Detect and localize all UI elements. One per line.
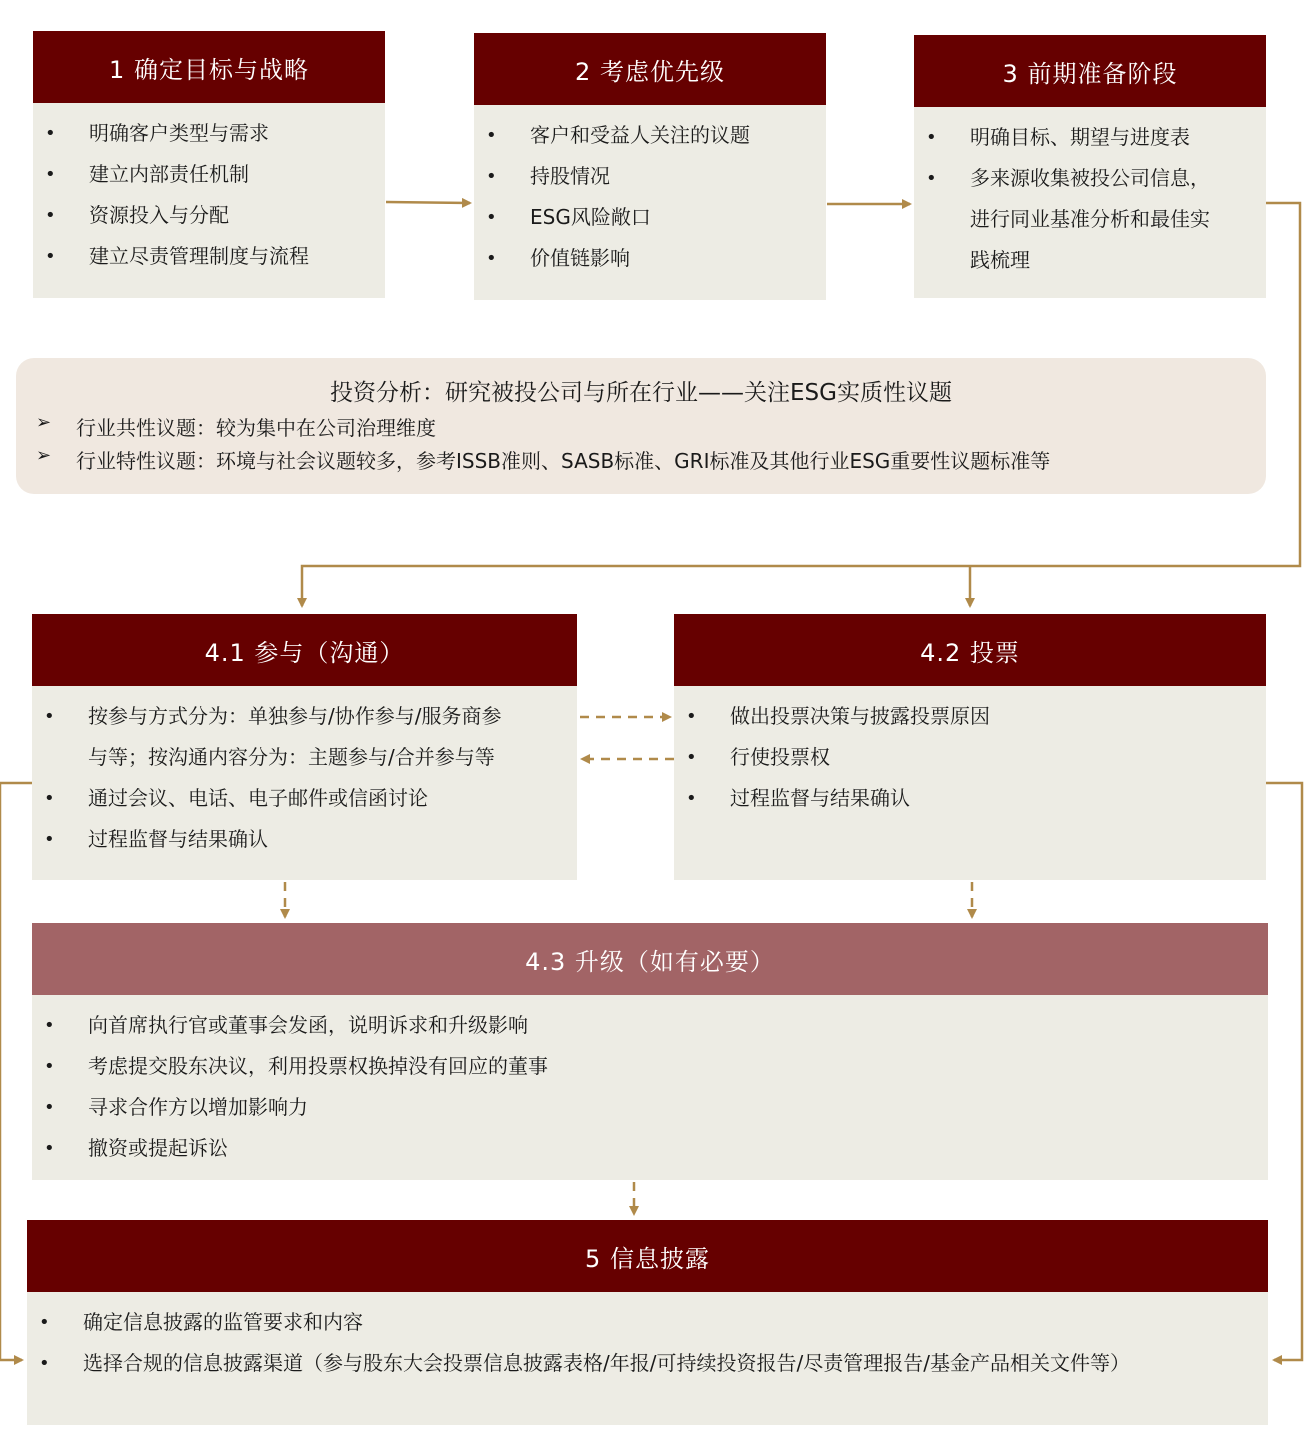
step3-item-cont: 进行同业基准分析和最佳实 [970,207,1210,231]
step3-item-cont: 践梳理 [970,248,1030,272]
step1-item: • 建立内部责任机制 [33,154,385,195]
analysis-row-text: 行业共性议题：较为集中在公司治理维度 [76,416,436,440]
step2-item: • 价值链影响 [474,238,826,279]
step2-item: • 客户和受益人关注的议题 [474,115,826,156]
step43-item: • 寻求合作方以增加影响力 [32,1087,1268,1128]
step41-title: 4.1 参与（沟通） [32,614,577,686]
step41-item: • 过程监督与结果确认 [32,819,577,860]
step1-item: • 资源投入与分配 [33,195,385,236]
step1-item: • 建立尽责管理制度与流程 [33,236,385,277]
step1-title: 1 确定目标与战略 [33,31,385,103]
step2-item: • 持股情况 [474,156,826,197]
step42-item: • 行使投票权 [674,737,1266,778]
analysis-row-text: 行业特性议题：环境与社会议题较多，参考ISSB准则、SASB标准、GRI标准及其他行业ESG重要性议题标准等 [76,449,1051,473]
step43-item: • 向首席执行官或董事会发函，说明诉求和升级影响 [32,1005,1268,1046]
step2-item: • ESG风险敞口 [474,197,826,238]
step42-item: • 过程监督与结果确认 [674,778,1266,819]
arrow-bullet-icon: ➢ [36,445,52,466]
step43-item: • 考虑提交股东决议，利用投票权换掉没有回应的董事 [32,1046,1268,1087]
step1-item: • 明确客户类型与需求 [33,113,385,154]
arrow-1-to-2 [386,202,470,203]
step3-item: • 明确目标、期望与进度表 [914,117,1266,158]
step41-item-cont: 与等；按沟通内容分为：主题参与/合并参与等 [88,745,495,769]
arrow-bullet-icon: ➢ [36,412,52,433]
arrow-4-2-to-5 [1266,783,1302,1360]
step3-title: 3 前期准备阶段 [914,35,1266,107]
arrow-4-1-to-5 [0,783,32,1360]
step41-item: • 按参与方式分为：单独参与/协作参与/服务商参 [32,696,577,737]
step41-item: • 通过会议、电话、电子邮件或信函讨论 [32,778,577,819]
arrow-3-to-4 [302,203,1300,606]
step42-item: • 做出投票决策与披露投票原因 [674,696,1266,737]
step5-item: • 选择合规的信息披露渠道（参与股东大会投票信息披露表格/年报/可持续投资报告/尽责管理报告/基金产品相关文件等） [27,1343,1268,1384]
analysis-title: 投资分析：研究被投公司与所在行业——关注ESG实质性议题 [330,380,952,406]
step2-title: 2 考虑优先级 [474,33,826,105]
step3-item: • 多来源收集被投公司信息， [914,158,1266,199]
step42-title: 4.2 投票 [674,614,1266,686]
step5-title: 5 信息披露 [27,1220,1268,1292]
step43-item: • 撤资或提起诉讼 [32,1128,1268,1169]
step5-item: • 确定信息披露的监管要求和内容 [27,1302,1268,1343]
step43-title: 4.3 升级（如有必要） [32,923,1268,995]
